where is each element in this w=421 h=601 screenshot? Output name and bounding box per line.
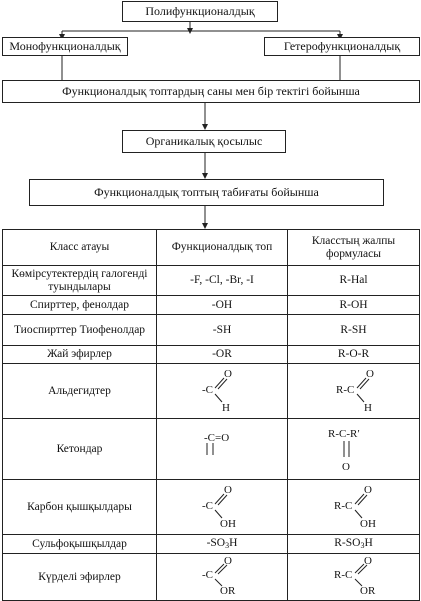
carboxylic-acid-formula-structure: [294, 480, 414, 530]
svg-text:R-C: R-C: [333, 500, 352, 512]
functional-group-cell: [157, 554, 288, 601]
header-general-formula: Класстың жалпы формуласы: [288, 230, 420, 266]
class-name-cell: Альдегидтер: [3, 364, 157, 419]
class-name-cell: Спирттер, фенолдар: [3, 296, 157, 315]
svg-text:O: O: [363, 484, 372, 496]
table-row: [3, 480, 420, 535]
heterofunctional-box: Гетерофункционалдық: [264, 37, 420, 56]
svg-text:O: O: [224, 555, 232, 567]
class-name-cell: Жай эфирлер: [3, 346, 157, 364]
functional-group-cell: [157, 419, 288, 480]
class-name-cell: Көмірсутектердің галогенді туындылары: [3, 266, 157, 296]
table-row: [3, 296, 420, 315]
carboxyl-group-structure: [162, 480, 282, 530]
svg-text:H: H: [363, 402, 372, 414]
group-nature-criterion-box: Функционалдық топтың табиғаты бойынша: [29, 179, 384, 206]
class-name-cell: Карбон қышқылдары: [3, 480, 157, 535]
svg-text:O: O: [341, 461, 350, 473]
svg-text:-C: -C: [202, 569, 213, 581]
general-formula-cell: $R-SO_3H$: [288, 535, 420, 554]
polyfunctional-box: Полифункционалдық: [122, 1, 278, 22]
header-class-name: Класс атауы: [3, 230, 157, 266]
svg-text:OH: OH: [359, 518, 376, 530]
svg-text:O: O: [224, 368, 232, 380]
monofunctional-box: Монофункционалдық: [2, 37, 128, 56]
general-formula-cell: R-O-R: [288, 346, 420, 364]
aldehyde-group-structure: [162, 364, 282, 414]
class-name-cell: Күрделі эфирлер: [3, 554, 157, 601]
functional-group-cell: -F, -Cl, -Br, -I: [157, 266, 288, 296]
table-row: [3, 419, 420, 480]
table-row: [3, 554, 420, 601]
svg-text:-C: -C: [202, 384, 213, 396]
compound-classes-table: [2, 229, 420, 601]
table-row: [3, 535, 420, 554]
group-count-criterion-box: Функционалдық топтардың саны мен бір тектігі бойынша: [2, 80, 420, 103]
functional-group-cell: -SH: [157, 315, 288, 346]
class-name-cell: Сульфоқышқылдар: [3, 535, 157, 554]
svg-text:OR: OR: [359, 585, 375, 596]
class-name-cell: Тиоспирттер Тиофенолдар: [3, 315, 157, 346]
table-row: [3, 364, 420, 419]
svg-text:O: O: [363, 555, 372, 567]
general-formula-cell: [288, 554, 420, 601]
ester-group-structure: [162, 554, 282, 596]
svg-text:OR: OR: [220, 585, 236, 596]
table-row: [3, 346, 420, 364]
general-formula-cell: R-SH: [288, 315, 420, 346]
functional-group-cell: -OR: [157, 346, 288, 364]
svg-text:R-C-R′: R-C-R′: [327, 428, 360, 440]
table-row: [3, 266, 420, 296]
svg-text:O: O: [365, 368, 374, 380]
general-formula-cell: R-Hal: [288, 266, 420, 296]
functional-group-cell: $-SO_3H$: [157, 535, 288, 554]
class-name-cell: Кетондар: [3, 419, 157, 480]
organic-compound-box: Органикалық қосылыс: [122, 130, 286, 153]
ester-formula-structure: [294, 554, 414, 596]
general-formula-cell: [288, 419, 420, 480]
aldehyde-formula-structure: [294, 364, 414, 414]
functional-group-cell: [157, 364, 288, 419]
functional-group-cell: [157, 480, 288, 535]
general-formula-cell: [288, 364, 420, 419]
svg-text:-C: -C: [202, 500, 213, 512]
table-header-row: [3, 230, 420, 266]
svg-text:-C=O: -C=O: [204, 432, 230, 444]
svg-text:R-C: R-C: [335, 384, 354, 396]
functional-group-cell: -OH: [157, 296, 288, 315]
svg-text:R-C: R-C: [333, 569, 352, 581]
svg-text:OH: OH: [220, 518, 236, 530]
svg-text:O: O: [224, 484, 232, 496]
general-formula-cell: [288, 480, 420, 535]
table-row: [3, 315, 420, 346]
ketone-group-structure: [162, 419, 282, 475]
svg-text:H: H: [222, 402, 230, 414]
general-formula-cell: R-OH: [288, 296, 420, 315]
header-functional-group: Функционалдық топ: [157, 230, 288, 266]
ketone-formula-structure: [294, 419, 414, 475]
